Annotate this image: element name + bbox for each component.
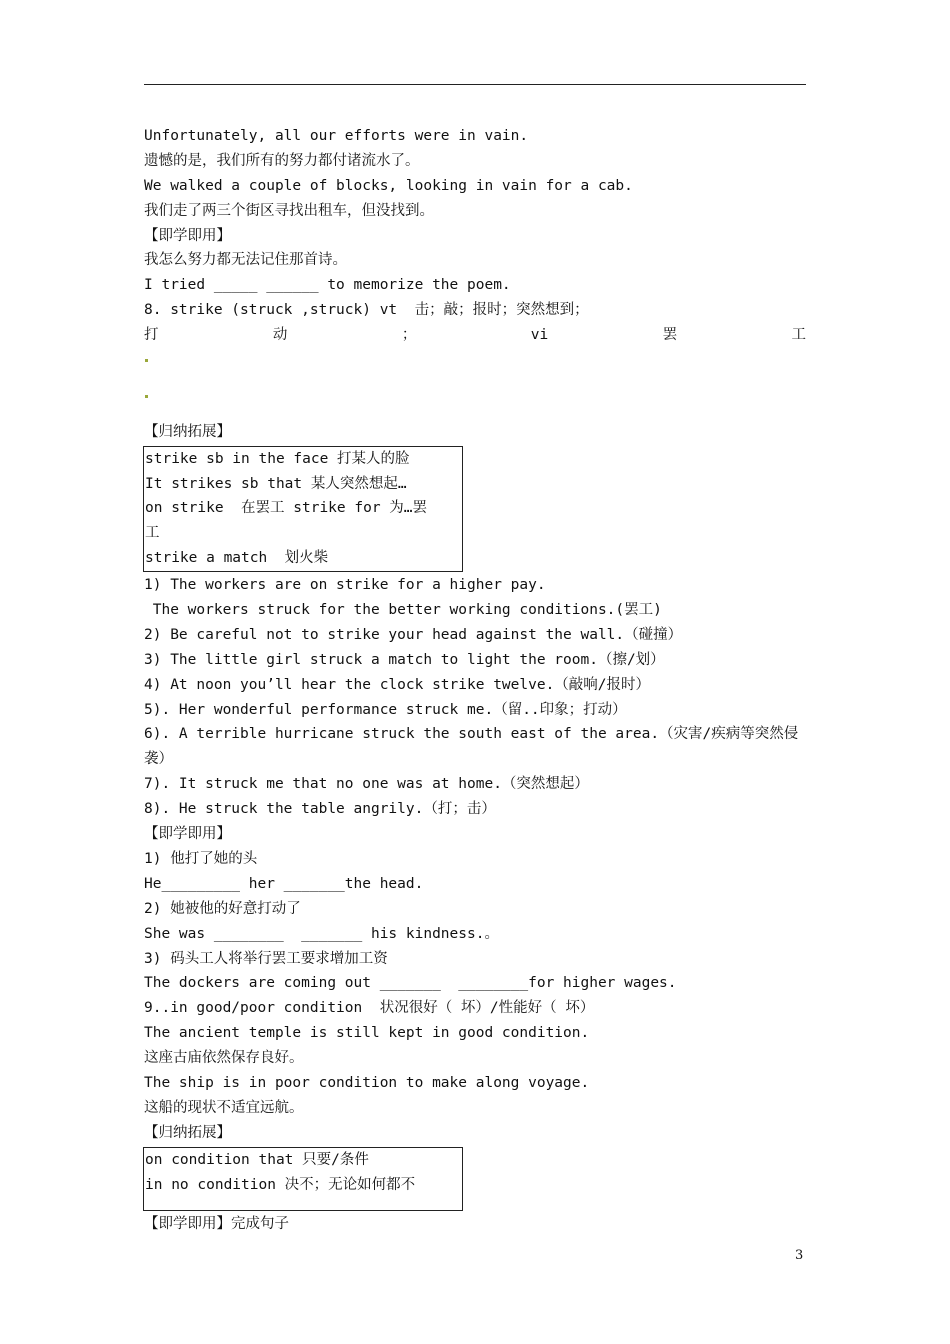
box-line-1: on condition that 只要/条件 <box>145 1151 369 1168</box>
text-line-22: 这船的现状不适宜远航。 <box>144 1099 304 1116</box>
text-line-6: 5). Her wonderful performance struck me.（留..印象；打动） <box>144 701 627 718</box>
text-line-1: 1) The workers are on strike for a higher pay. <box>144 577 546 594</box>
strike-meaning-line <box>144 323 806 348</box>
text-line-4: 3) The little girl struck a match to light the room.（擦/划） <box>144 651 665 668</box>
text-line-9: 7). It struck me that no one was at home.（突然想起） <box>144 776 589 793</box>
text-line-23: 【归纳拓展】 <box>144 1124 231 1141</box>
text-line-7: I tried _____ ______ to memorize the poem. <box>144 277 511 294</box>
text-line-4: 我们走了两三个街区寻找出租车，但没找到。 <box>144 202 434 219</box>
text-line-15: She was ________ _______ his kindness.。 <box>144 925 499 942</box>
summary-box-condition <box>143 1147 463 1211</box>
text-line-8: 袭） <box>144 751 173 768</box>
text-line-13: He_________ her _______the head. <box>144 875 424 892</box>
text-line-5: 4) At noon you’ll hear the clock strike twelve.（敲响/报时） <box>144 676 651 693</box>
text-line-10: 8). He struck the table angrily.（打；击） <box>144 801 496 818</box>
spread-word: 动 <box>272 327 288 344</box>
section-heading: 【归纳拓展】 <box>144 423 231 440</box>
text-line-3: We walked a couple of blocks, looking in vain for a cab. <box>144 177 633 194</box>
marker-line <box>144 395 806 420</box>
spread-word: vi <box>530 327 549 344</box>
text-block-strike-examples <box>144 573 806 1145</box>
marker-line <box>144 359 806 384</box>
page-content <box>144 124 806 1237</box>
spread-word: 工 <box>791 327 806 344</box>
text-line-7: 6). A terrible hurricane struck the south east of the area.（灾害/疾病等突然侵 <box>144 726 799 743</box>
summary-box-strike <box>143 446 463 572</box>
bullet-dot <box>145 359 148 362</box>
text-line-19: The ancient temple is still kept in good condition. <box>144 1025 590 1042</box>
text-line-11: 【即学即用】 <box>144 826 231 843</box>
text-line-20: 这座古庙依然保存良好。 <box>144 1050 304 1067</box>
box-line-4: 工 <box>145 525 160 542</box>
text-line-2: 遗憾的是，我们所有的努力都付诸流水了。 <box>144 152 420 169</box>
text-line-5: 【即学即用】 <box>144 227 231 244</box>
box-line-3: on strike 在罢工 strike for 为…罢 <box>145 500 428 517</box>
text-line-12: 1) 他打了她的头 <box>144 850 258 867</box>
text-line-14: 2) 她被他的好意打动了 <box>144 900 301 917</box>
text-line-2: The workers struck for the better working conditions.(罢工) <box>144 602 662 619</box>
spread-word: 罢 <box>662 327 678 344</box>
page-number: 3 <box>795 1248 804 1263</box>
text-line-18: 9..in good/poor condition 状况很好（ 坏）/性能好（ 坏） <box>144 1000 595 1017</box>
spread-word: 打 <box>144 327 159 344</box>
text-line-6: 我怎么努力都无法记住那首诗。 <box>144 252 347 269</box>
text-line-21: The ship is in poor condition to make along voyage. <box>144 1074 590 1091</box>
text-line-8: 8. strike (struck ,struck) vt 击；敲；报时；突然想到； <box>144 302 589 319</box>
text-block-vain <box>144 124 806 323</box>
box-line-2: in no condition 决不；无论如何都不 <box>145 1176 416 1193</box>
exercise-heading: 【即学即用】完成句子 <box>144 1215 289 1232</box>
box-line-5: strike a match 划火柴 <box>145 550 329 567</box>
box-line-2: It strikes sb that 某人突然想起… <box>145 475 407 492</box>
spread-word: ； <box>401 327 417 344</box>
header-rule <box>144 84 806 85</box>
box-line-1: strike sb in the face 打某人的脸 <box>145 450 410 467</box>
text-line-17: The dockers are coming out _______ ________for higher wages. <box>144 975 677 992</box>
text-line-1: Unfortunately, all our efforts were in vain. <box>144 128 529 144</box>
text-line-16: 3) 码头工人将举行罢工要求增加工资 <box>144 950 388 967</box>
text-line-3: 2) Be careful not to strike your head against the wall.（碰撞） <box>144 626 683 643</box>
bullet-dot <box>145 395 148 398</box>
